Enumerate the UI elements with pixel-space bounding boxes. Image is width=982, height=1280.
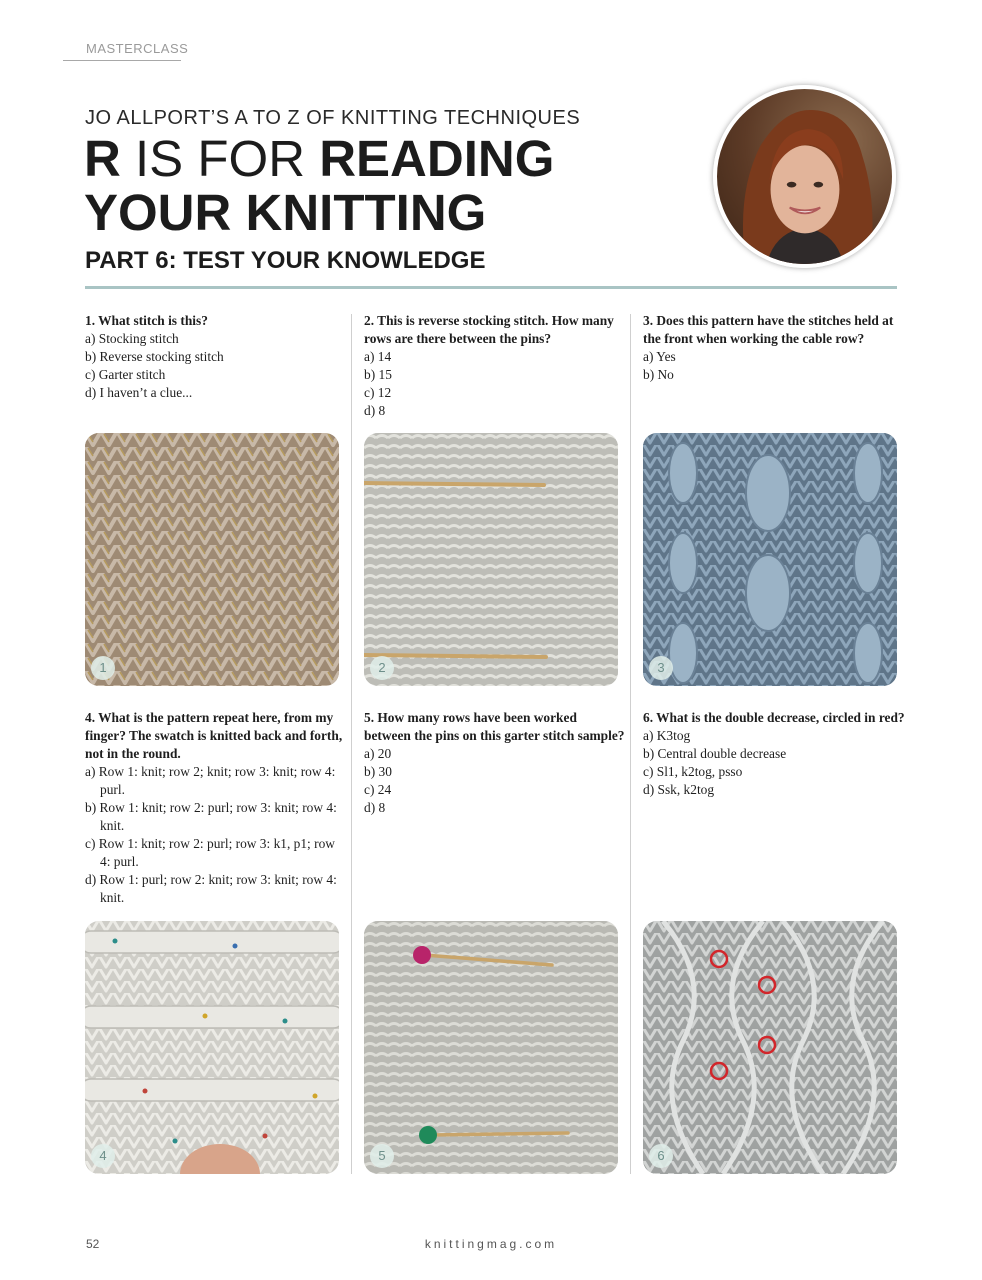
page-number: 52 xyxy=(86,1237,100,1251)
author-portrait xyxy=(713,85,896,268)
title-is-for: IS FOR xyxy=(135,130,306,187)
column-divider xyxy=(351,314,352,1174)
question-4 xyxy=(85,709,347,907)
photo-number-badge: 1 xyxy=(91,656,115,680)
title-letter: R xyxy=(84,130,121,187)
pin-head-pink xyxy=(413,946,431,964)
answer-option: d) 8 xyxy=(364,800,386,815)
question-text: 6. What is the double decrease, circled in red? xyxy=(643,710,905,725)
section-label: MASTERCLASS xyxy=(86,41,189,56)
answer-option: c) Row 1: knit; row 2: purl; row 3: k1, p1; row 4: purl. xyxy=(85,836,335,869)
answer-option: c) Garter stitch xyxy=(85,367,166,382)
column-divider xyxy=(630,314,631,1174)
question-text: 5. How many rows have been worked between the pins on this garter stitch sample? xyxy=(364,710,625,743)
page-title xyxy=(84,132,704,240)
photo-number-badge: 6 xyxy=(649,1144,673,1168)
question-5 xyxy=(364,709,626,817)
answer-option: d) Row 1: purl; row 2: knit; row 3: knit; row 4: knit. xyxy=(85,872,337,905)
answer-option: d) I haven’t a clue... xyxy=(85,385,193,400)
photo-number-badge: 5 xyxy=(370,1144,394,1168)
answer-option: b) No xyxy=(643,367,674,382)
answer-option: c) Sl1, k2tog, psso xyxy=(643,764,743,779)
answer-option: a) Row 1: knit; row 2; knit; row 3: knit; row 4: purl. xyxy=(85,764,336,797)
photo-stocking-stitch xyxy=(85,433,339,686)
title-line-2: YOUR KNITTING xyxy=(84,184,487,241)
series-title: JO ALLPORT’S A TO Z OF KNITTING TECHNIQUES xyxy=(85,107,581,129)
answer-option: c) 12 xyxy=(364,385,392,400)
section-rule xyxy=(63,60,181,61)
answer-option: b) Central double decrease xyxy=(643,746,787,761)
photo-reverse-stocking-pins xyxy=(364,433,618,686)
question-1 xyxy=(85,312,347,402)
pin-head-green xyxy=(419,1126,437,1144)
answer-option: a) Yes xyxy=(643,349,676,364)
answer-option: a) 14 xyxy=(364,349,392,364)
photo-garter-stitch-pins xyxy=(364,921,618,1174)
answer-option: b) 15 xyxy=(364,367,392,382)
photo-number-badge: 3 xyxy=(649,656,673,680)
pin-bottom xyxy=(430,1133,568,1135)
question-6 xyxy=(643,709,905,799)
answer-option: b) Reverse stocking stitch xyxy=(85,349,224,364)
answer-option: d) Ssk, k2tog xyxy=(643,782,715,797)
pin-bottom xyxy=(364,655,546,657)
answer-option: b) Row 1: knit; row 2: purl; row 3: knit; row 4: knit. xyxy=(85,800,337,833)
question-2 xyxy=(364,312,626,420)
question-text: 3. Does this pattern have the stitches held at the front when working the cable row? xyxy=(643,313,894,346)
header-rule xyxy=(85,286,897,289)
photo-ridge-pattern xyxy=(85,921,339,1174)
answer-option: a) K3tog xyxy=(643,728,691,743)
photo-cable-pattern xyxy=(643,433,897,686)
part-heading: PART 6: TEST YOUR KNOWLEDGE xyxy=(85,247,486,274)
question-3 xyxy=(643,312,905,384)
footer-website: knittingmag.com xyxy=(424,1237,558,1251)
photo-number-badge: 2 xyxy=(370,656,394,680)
answer-option: b) 30 xyxy=(364,764,392,779)
answer-option: d) 8 xyxy=(364,403,386,418)
answer-option: a) 20 xyxy=(364,746,392,761)
pin-top xyxy=(364,483,544,485)
title-reading: READING xyxy=(319,130,555,187)
question-text: 2. This is reverse stocking stitch. How many rows are there between the pins? xyxy=(364,313,614,346)
question-text: 4. What is the pattern repeat here, from my finger? The swatch is knitted back and forth, not in the round. xyxy=(85,710,343,761)
photo-lace-decrease xyxy=(643,921,897,1174)
answer-option: c) 24 xyxy=(364,782,392,797)
photo-number-badge: 4 xyxy=(91,1144,115,1168)
question-text: 1. What stitch is this? xyxy=(85,313,208,328)
answer-option: a) Stocking stitch xyxy=(85,331,179,346)
